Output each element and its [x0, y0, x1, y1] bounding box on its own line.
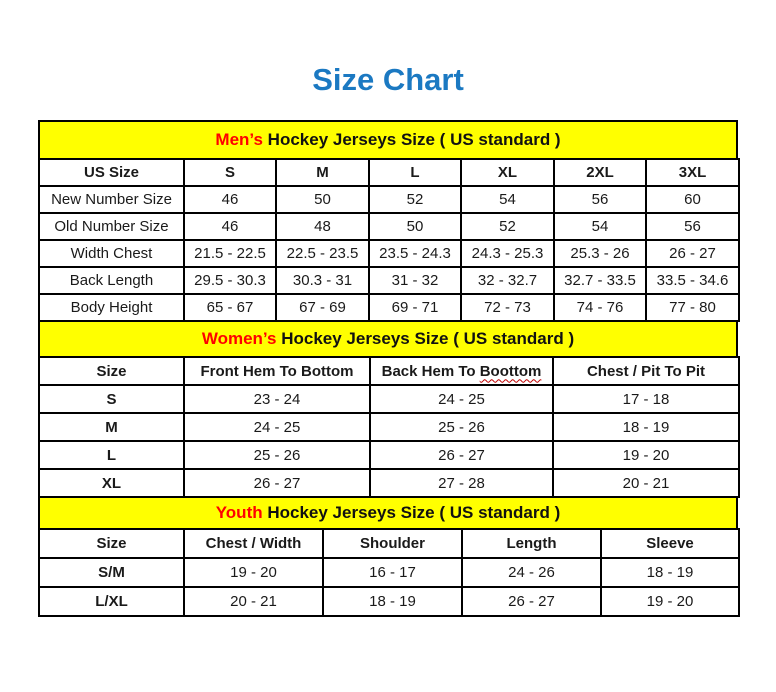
cell: 24 - 25: [370, 385, 553, 413]
youth-header-text: Hockey Jerseys Size ( US standard ): [262, 503, 561, 522]
table-row: [39, 587, 739, 616]
table-row: [39, 385, 739, 413]
cell: 50: [369, 213, 461, 240]
cell: 23.5 - 24.3: [369, 240, 461, 267]
cell: 56: [554, 186, 646, 213]
page-title: Size Chart: [312, 62, 464, 97]
cell: 24.3 - 25.3: [461, 240, 554, 267]
column-header: 2XL: [554, 159, 646, 186]
cell: 25 - 26: [184, 441, 370, 469]
table-row: [39, 413, 739, 441]
cell: 74 - 76: [554, 294, 646, 321]
cell: 52: [461, 213, 554, 240]
womens-header-text: Hockey Jerseys Size ( US standard ): [276, 329, 575, 348]
row-label: Back Length: [39, 267, 184, 294]
table-row: [39, 213, 739, 240]
youth-section-header: [38, 496, 738, 530]
youth-size-table: [38, 528, 740, 617]
table-row: [39, 441, 739, 469]
cell: 46: [184, 186, 276, 213]
row-label: Width Chest: [39, 240, 184, 267]
cell: 26 - 27: [184, 469, 370, 497]
cell: 54: [554, 213, 646, 240]
youth-highlight: Youth: [215, 503, 263, 522]
cell: 18 - 19: [601, 558, 739, 587]
column-header: L: [369, 159, 461, 186]
mens-header-text: Hockey Jerseys Size ( US standard ): [262, 130, 561, 149]
row-label: Body Height: [39, 294, 184, 321]
row-label: M: [39, 413, 184, 441]
cell: 26 - 27: [646, 240, 739, 267]
cell: 17 - 18: [553, 385, 739, 413]
row-label: New Number Size: [39, 186, 184, 213]
cell: 33.5 - 34.6: [646, 267, 739, 294]
row-label: Old Number Size: [39, 213, 184, 240]
row-label: XL: [39, 469, 184, 497]
column-header-text: Back Hem To: [381, 362, 480, 380]
cell: 19 - 20: [601, 587, 739, 616]
column-header: Length: [462, 529, 601, 558]
table-row: [39, 240, 739, 267]
column-header: Shoulder: [323, 529, 462, 558]
cell: 77 - 80: [646, 294, 739, 321]
cell: 18 - 19: [553, 413, 739, 441]
womens-highlight: Women’s: [201, 329, 277, 348]
column-header: Size: [39, 529, 184, 558]
cell: 25.3 - 26: [554, 240, 646, 267]
cell: 46: [184, 213, 276, 240]
cell: 19 - 20: [184, 558, 323, 587]
mens-highlight: Men’s: [215, 130, 263, 149]
cell: 25 - 26: [370, 413, 553, 441]
cell: 20 - 21: [184, 587, 323, 616]
cell: 48: [276, 213, 369, 240]
cell: 32 - 32.7: [461, 267, 554, 294]
womens-section-header: [38, 320, 738, 358]
table-row: [39, 558, 739, 587]
cell: 24 - 25: [184, 413, 370, 441]
cell: 69 - 71: [369, 294, 461, 321]
column-header: 3XL: [646, 159, 739, 186]
womens-size-table: [38, 356, 740, 498]
column-header: [370, 357, 553, 385]
row-label: S/M: [39, 558, 184, 587]
mens-section-header: [38, 120, 738, 160]
cell: 72 - 73: [461, 294, 554, 321]
cell: 29.5 - 30.3: [184, 267, 276, 294]
cell: 31 - 32: [369, 267, 461, 294]
cell: 56: [646, 213, 739, 240]
cell: 26 - 27: [462, 587, 601, 616]
column-header: US Size: [39, 159, 184, 186]
cell: 27 - 28: [370, 469, 553, 497]
column-header: Front Hem To Bottom: [184, 357, 370, 385]
table-row: [39, 186, 739, 213]
size-chart-container: [38, 120, 738, 617]
table-row: [39, 267, 739, 294]
womens-header-row: [39, 357, 739, 385]
column-header: S: [184, 159, 276, 186]
row-label: L: [39, 441, 184, 469]
cell: 30.3 - 31: [276, 267, 369, 294]
cell: 26 - 27: [370, 441, 553, 469]
column-header: Size: [39, 357, 184, 385]
cell: 32.7 - 33.5: [554, 267, 646, 294]
column-header: Chest / Width: [184, 529, 323, 558]
cell: 18 - 19: [323, 587, 462, 616]
cell: 60: [646, 186, 739, 213]
column-header: Chest / Pit To Pit: [553, 357, 739, 385]
cell: 24 - 26: [462, 558, 601, 587]
table-row: [39, 469, 739, 497]
mens-size-table: [38, 158, 740, 322]
mens-header-row: [39, 159, 739, 186]
cell: 21.5 - 22.5: [184, 240, 276, 267]
cell: 54: [461, 186, 554, 213]
row-label: L/XL: [39, 587, 184, 616]
row-label: S: [39, 385, 184, 413]
cell: 23 - 24: [184, 385, 370, 413]
cell: 16 - 17: [323, 558, 462, 587]
cell: 20 - 21: [553, 469, 739, 497]
column-header: XL: [461, 159, 554, 186]
cell: 67 - 69: [276, 294, 369, 321]
youth-header-row: [39, 529, 739, 558]
cell: 52: [369, 186, 461, 213]
column-header: M: [276, 159, 369, 186]
table-row: [39, 294, 739, 321]
cell: 50: [276, 186, 369, 213]
cell: 65 - 67: [184, 294, 276, 321]
cell: 19 - 20: [553, 441, 739, 469]
column-header: Sleeve: [601, 529, 739, 558]
misspelled-word: Boottom: [479, 362, 542, 380]
cell: 22.5 - 23.5: [276, 240, 369, 267]
